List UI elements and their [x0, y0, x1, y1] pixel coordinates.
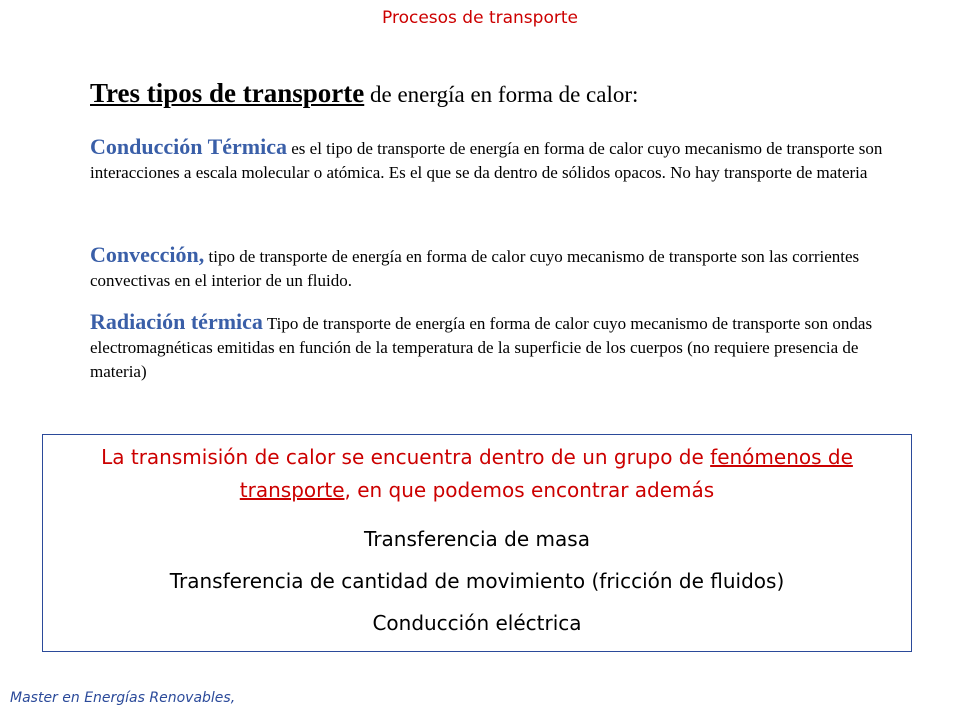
title-main: Tres tipos de transporte — [90, 78, 365, 108]
slide-title — [90, 78, 890, 110]
transport-phenomena-box — [42, 434, 912, 652]
text-convection: tipo de transporte de energía en forma de calor cuyo mecanismo de transporte son las corrientes convectivas en el interior de un fluido. — [90, 247, 860, 290]
text-radiation: Tipo de transporte de energía en forma de calor cuyo mecanismo de transporte son ondas electromagnéticas emitidas en función de la temperatura de la superficie de los cuerpos (no requiere presencia de materia) — [90, 314, 873, 381]
paragraph-radiation — [90, 310, 910, 384]
box-intro-underlined: fenómenos de transporte — [239, 445, 853, 502]
slide-header: Procesos de transporte — [382, 8, 578, 28]
term-convection: Convección, — [90, 242, 205, 267]
text-conduction: es el tipo de transporte de energía en forma de calor cuyo mecanismo de transporte son interacciones a escala molecular o atómica. Es el que se da dentro de sólidos opacos. No hay transporte de materia — [90, 139, 883, 182]
term-radiation: Radiación térmica — [90, 309, 263, 334]
box-intro-end: , en que podemos encontrar además — [344, 478, 715, 502]
box-intro-start: La transmisión de calor se encuentra dentro de un grupo de — [101, 445, 711, 469]
paragraph-convection — [90, 243, 910, 293]
paragraph-conduction — [90, 135, 910, 185]
title-rest: de energía en forma de calor: — [364, 82, 639, 107]
box-item-momentum-transfer: Transferencia de cantidad de movimiento (fricción de fluidos) — [169, 569, 785, 593]
box-intro — [55, 441, 899, 507]
box-item-mass-transfer: Transferencia de masa — [364, 527, 590, 551]
box-item-electrical-conduction: Conducción eléctrica — [372, 611, 582, 635]
slide-footer: Master en Energías Renovables, — [10, 690, 236, 706]
term-conduction: Conducción Térmica — [90, 134, 287, 159]
